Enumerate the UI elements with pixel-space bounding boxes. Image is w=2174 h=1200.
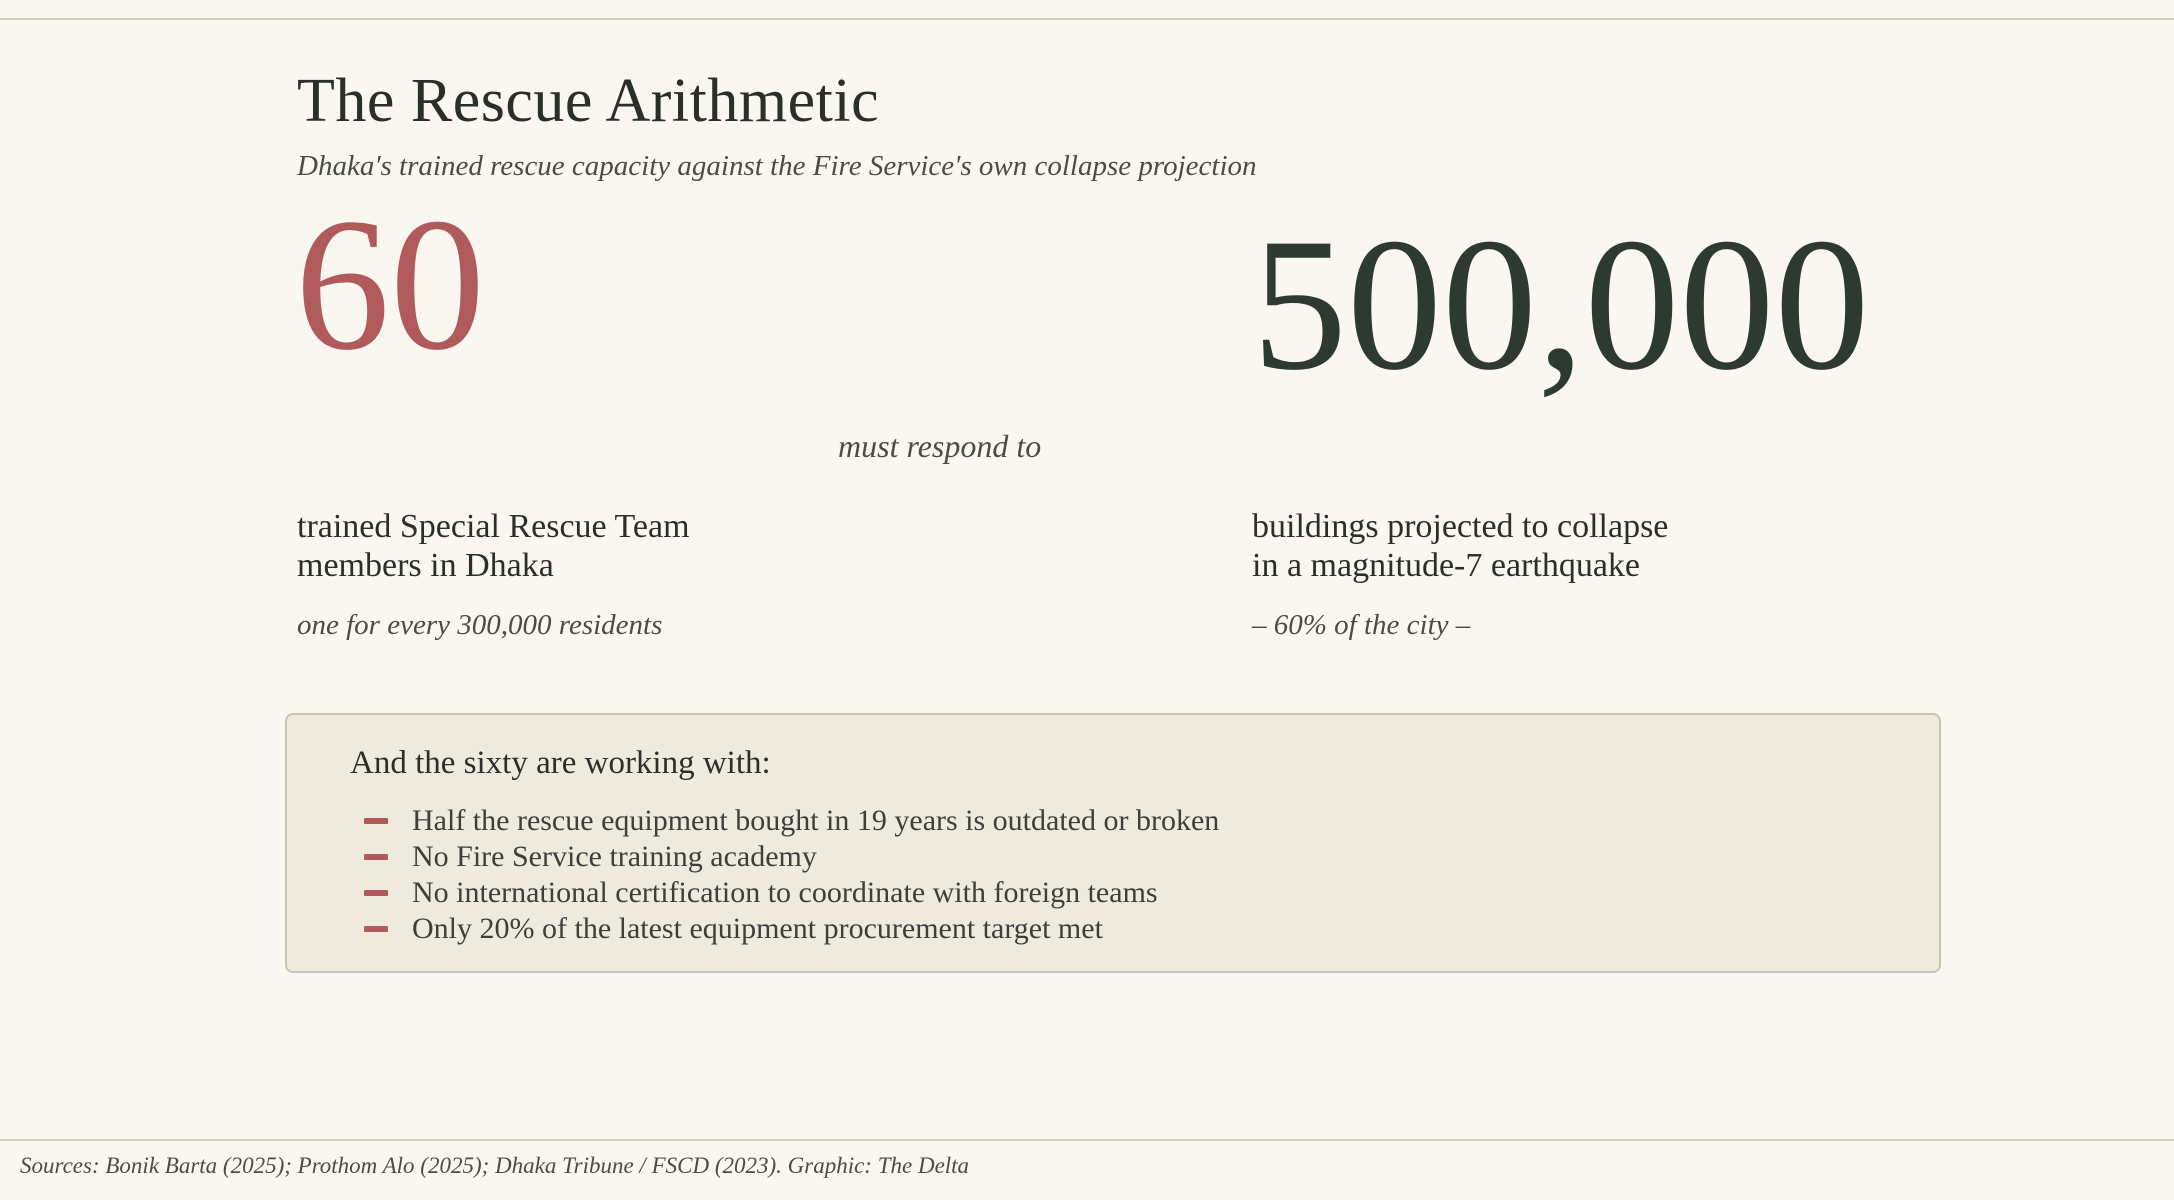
rescuers-description-line1: trained Special Rescue Team <box>297 508 690 545</box>
list-item-text: Half the rescue equipment bought in 19 years is outdated or broken <box>412 804 1220 837</box>
page-title: The Rescue Arithmetic <box>297 67 880 135</box>
list-item-text: No Fire Service training academy <box>412 840 817 873</box>
panel-heading: And the sixty are working with: <box>350 745 771 781</box>
top-rule <box>0 18 2174 20</box>
buildings-description <box>1252 507 1668 585</box>
list-item <box>364 911 1219 947</box>
buildings-note: – 60% of the city – <box>1252 609 1471 641</box>
rescuers-description-line2: members in Dhaka <box>297 547 554 584</box>
list-item-text: Only 20% of the latest equipment procurement target met <box>412 912 1103 945</box>
list-item-text: No international certification to coordinate with foreign teams <box>412 876 1158 909</box>
buildings-count: 500,000 <box>1252 200 1870 410</box>
dash-bullet-icon <box>364 854 388 860</box>
sources-credit: Sources: Bonik Barta (2025); Prothom Alo (2025); Dhaka Tribune / FSCD (2023). Graphic: The Delta <box>20 1153 970 1178</box>
constraints-list <box>364 803 1219 947</box>
page-subtitle: Dhaka's trained rescue capacity against the Fire Service's own collapse projection <box>297 150 1257 182</box>
connector-text: must respond to <box>838 428 1042 464</box>
constraints-panel <box>285 713 1941 973</box>
buildings-description-line2: in a magnitude-7 earthquake <box>1252 547 1641 584</box>
rescuers-note: one for every 300,000 residents <box>297 609 663 641</box>
list-item <box>364 875 1219 911</box>
rescuers-description <box>297 507 690 585</box>
list-item <box>364 839 1219 875</box>
bottom-rule <box>0 1139 2174 1141</box>
list-item <box>364 803 1219 839</box>
dash-bullet-icon <box>364 818 388 824</box>
dash-bullet-icon <box>364 890 388 896</box>
rescuers-count: 60 <box>295 180 485 390</box>
buildings-description-line1: buildings projected to collapse <box>1252 508 1669 545</box>
dash-bullet-icon <box>364 926 388 932</box>
